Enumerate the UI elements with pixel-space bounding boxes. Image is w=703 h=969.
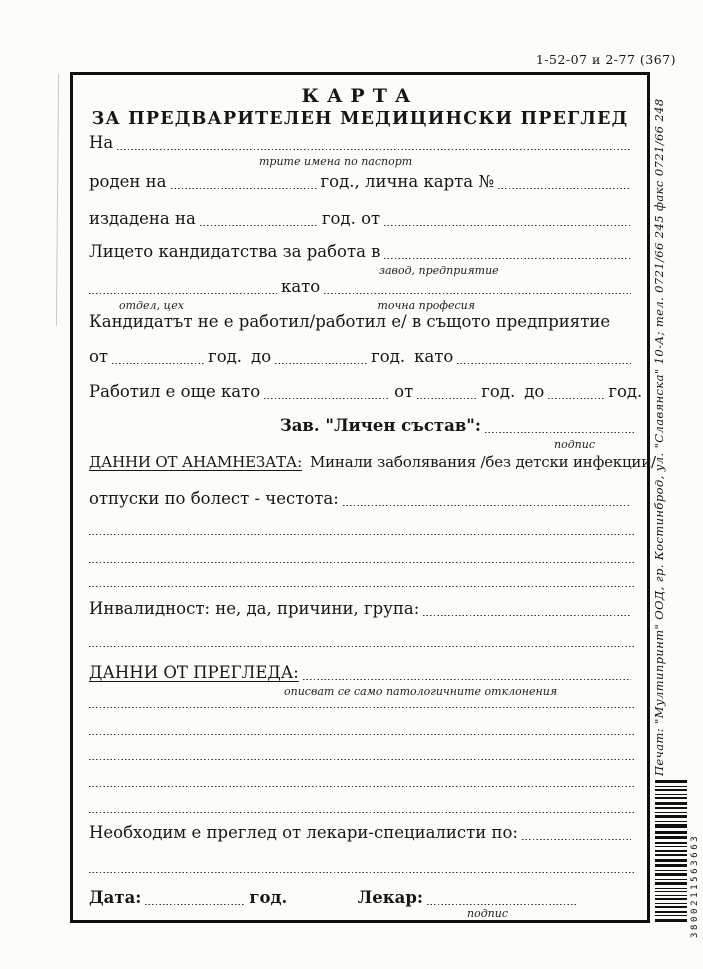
position-blank	[457, 347, 631, 367]
department-note: отдел, цех	[119, 299, 184, 312]
barcode-bar	[655, 821, 687, 822]
profession-note: точна професия	[377, 299, 476, 312]
exam-note: описват се само патологичните отклонения	[284, 685, 558, 698]
barcode-bar	[655, 789, 687, 791]
barcode-bar	[655, 915, 687, 916]
form-frame	[70, 72, 656, 923]
applies-row	[89, 242, 635, 262]
barcode-bar	[655, 882, 687, 885]
year-label: год.	[481, 382, 516, 401]
issued-label: издадена на	[89, 209, 196, 228]
department-blank	[89, 277, 277, 297]
from-label: от	[89, 347, 109, 366]
issued-row	[89, 209, 635, 229]
department-note-row	[89, 299, 635, 312]
born-date-blank	[171, 172, 317, 192]
barcode-bar	[655, 898, 687, 900]
barcode-bar	[655, 873, 687, 876]
blank-line	[89, 521, 635, 535]
barcode-bar	[655, 859, 687, 862]
applies-note: завод, предприятие	[379, 264, 499, 277]
exam-row	[89, 663, 635, 683]
barcode-bar	[655, 786, 687, 787]
barcode-bar	[655, 870, 687, 871]
blank-line	[89, 633, 635, 647]
disability-row	[89, 599, 635, 619]
barcode-bar	[655, 802, 687, 805]
doctor-label: Лекар:	[357, 888, 423, 907]
hr-head-row	[89, 416, 635, 436]
anamnesis-row	[89, 452, 656, 472]
blank-line	[89, 746, 635, 760]
barcode-bar	[655, 879, 687, 880]
worked-row	[89, 382, 643, 402]
doctor-signature-note: подпис	[467, 907, 509, 920]
born-mid-label: год., лична карта №	[320, 172, 494, 191]
footer-row	[89, 888, 635, 908]
scan-artifact-line	[56, 74, 59, 326]
barcode-bar	[655, 797, 687, 799]
id-card-blank	[498, 172, 631, 192]
sick-leave-row	[89, 489, 635, 509]
exam-section-label: ДАННИ ОТ ПРЕГЛЕДА:	[89, 663, 299, 682]
printer-info-vertical-text: Печат: "Мултипринт" ООД, гр. Костинброд, ул. "Славянска" 10-А; тел. 0721/66 245 факс 0721/66 248	[652, 98, 666, 776]
issued-date-blank	[200, 209, 318, 229]
candidate-text: Кандидатът не е работил/работил е/ в същото предприятие	[89, 312, 611, 331]
from-year-blank	[112, 347, 204, 367]
blank-line	[89, 573, 635, 587]
barcode-bar	[655, 836, 687, 839]
year-label: год.	[249, 888, 288, 907]
exam-blank	[303, 663, 631, 683]
barcode-bar	[655, 895, 687, 896]
from-label: от	[394, 382, 414, 401]
blank-line	[89, 799, 635, 813]
barcode-digits: 3800211563663	[690, 833, 700, 938]
as-label: като	[414, 347, 454, 366]
doctor-signature-blank	[427, 888, 577, 908]
year-label: год.	[208, 347, 243, 366]
specialists-blank	[522, 823, 631, 843]
hr-head-label: Зав. "Личен състав":	[279, 416, 481, 435]
year-label: год.	[608, 382, 643, 401]
to-year-blank	[275, 347, 367, 367]
name-label: На	[89, 133, 114, 152]
anamnesis-text: Минали заболявания /без детски инфекции/	[309, 453, 656, 471]
applies-label: Лицето кандидатства за работа в	[89, 242, 381, 261]
specialists-label: Необходим е преглед от лекари-специалисти по:	[89, 823, 518, 842]
barcode-bar	[655, 812, 687, 813]
barcode-bar	[655, 842, 687, 844]
barcode-bar	[655, 891, 687, 892]
to-label: до	[524, 382, 545, 401]
barcode-bar	[655, 888, 687, 889]
barcode-bar	[655, 903, 687, 904]
name-row	[89, 133, 635, 153]
barcode-bar	[655, 794, 687, 795]
blank-line	[89, 859, 635, 873]
year-label: год.	[371, 347, 406, 366]
hr-head-signature-note: подпис	[553, 438, 595, 451]
name-note: трите имена по паспорт	[259, 155, 413, 168]
to-label: до	[251, 347, 272, 366]
worked-from-blank	[417, 382, 477, 402]
barcode-bar	[655, 906, 687, 908]
issued-by-blank	[384, 209, 631, 229]
date-blank	[145, 888, 245, 908]
barcode-bar	[655, 807, 687, 809]
period-row	[89, 347, 635, 367]
barcode-bar	[655, 919, 687, 922]
candidate-row	[89, 312, 635, 332]
disability-label: Инвалидност: не, да, причини, група:	[89, 599, 420, 618]
barcode-bar	[655, 824, 687, 828]
hr-head-signature-blank	[485, 416, 635, 436]
born-row	[89, 172, 635, 192]
barcode-bar	[655, 911, 687, 913]
barcode-bar	[655, 864, 687, 867]
barcode-bar	[655, 846, 687, 847]
sick-leave-blank	[343, 489, 631, 509]
date-label: Дата:	[89, 888, 142, 907]
issued-mid-label: год. от	[321, 209, 381, 228]
department-row	[89, 277, 635, 297]
form-code: 1-52-07 и 2-77 (367)	[535, 52, 676, 67]
worked-to-blank	[548, 382, 604, 402]
specialists-row	[89, 823, 635, 843]
sick-leave-label: отпуски по болест - честота:	[89, 489, 339, 508]
blank-line	[89, 721, 635, 735]
barcode-bar	[655, 831, 687, 834]
barcode-bar	[655, 815, 687, 818]
profession-blank	[324, 277, 631, 297]
worked-as-blank	[264, 382, 390, 402]
disability-blank	[423, 599, 631, 619]
barcode-bar	[655, 850, 687, 852]
born-label: роден на	[89, 172, 167, 191]
barcode-bar	[655, 780, 687, 783]
kato-label: като	[281, 277, 321, 296]
blank-line	[89, 549, 635, 563]
blank-line	[89, 694, 635, 708]
form-title: КАРТА	[301, 85, 419, 107]
anamnesis-section-label: ДАННИ ОТ АНАМНЕЗАТА:	[89, 453, 302, 471]
form-subtitle: ЗА ПРЕДВАРИТЕЛЕН МЕДИЦИНСКИ ПРЕГЛЕД	[91, 109, 629, 129]
barcode	[655, 780, 702, 938]
blank-line	[89, 773, 635, 787]
company-blank	[384, 242, 631, 262]
name-blank	[117, 133, 631, 153]
barcode-bar	[655, 854, 687, 856]
worked-label: Работил е още като	[89, 382, 261, 401]
barcode-bars	[655, 780, 687, 938]
